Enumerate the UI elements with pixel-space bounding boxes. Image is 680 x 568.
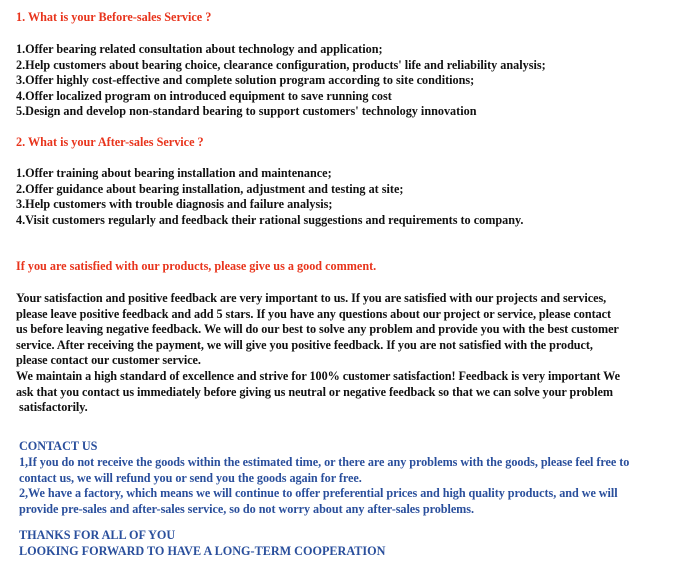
before-sales-list (16, 42, 666, 120)
list-item: 1.Offer bearing related consultation about technology and application; (16, 42, 383, 56)
contact-line: provide pre-sales and after-sales service, so do not worry about any after-sales problems. (19, 501, 474, 516)
after-sales-list (16, 166, 666, 228)
list-item: 2.Help customers about bearing choice, clearance configuration, products' life and reliability analysis; (16, 57, 546, 72)
contact-line: 2,We have a factory, which means we will continue to offer preferential prices and high quality products, and we will (19, 486, 618, 501)
thanks-text: THANKS FOR ALL OF YOU (19, 528, 176, 542)
feedback-line: please leave positive feedback and add 5 stars. If you have any questions about our project or service, please contact (16, 306, 612, 321)
feedback-heading: If you are satisfied with our products, please give us a good comment. (16, 259, 377, 273)
feedback-body (16, 291, 666, 416)
list-item: 4.Offer localized program on introduced equipment to save running cost (16, 88, 392, 103)
looking-forward-text: LOOKING FORWARD TO HAVE A LONG-TERM COOPERATION (19, 544, 386, 558)
list-item: 5.Design and develop non-standard bearing to support customers' technology innovation (16, 104, 477, 119)
list-item: 4.Visit customers regularly and feedback their rational suggestions and requirements to company. (16, 212, 524, 227)
feedback-line: ask that you contact us immediately before giving us neutral or negative feedback so that we can solve your problem (16, 384, 613, 399)
contact-line: contact us, we will refund you or send you the goods again for free. (19, 470, 362, 485)
feedback-line: Your satisfaction and positive feedback are very important to us. If you are satisfied with our projects and services, (16, 291, 607, 305)
feedback-line: us before leaving negative feedback. We will do our best to solve any problem and provide you with the best customer (16, 322, 619, 337)
feedback-line: please contact our customer service. (16, 353, 201, 368)
list-item: 1.Offer training about bearing installation and maintenance; (16, 166, 332, 180)
contact-body (19, 455, 669, 517)
before-sales-heading: 1. What is your Before-sales Service ? (16, 10, 212, 24)
after-sales-heading: 2. What is your After-sales Service ? (16, 135, 204, 149)
list-item: 2.Offer guidance about bearing installation, adjustment and testing at site; (16, 181, 404, 196)
list-item: 3.Offer highly cost-effective and complete solution program according to site conditions; (16, 73, 475, 88)
list-item: 3.Help customers with trouble diagnosis and failure analysis; (16, 197, 333, 212)
feedback-line: service. After receiving the payment, we will give you positive feedback. If you are not satisfied with the product, (16, 337, 593, 352)
contact-line: 1,If you do not receive the goods within the estimated time, or there are any problems with the goods, please feel free to (19, 455, 630, 469)
contact-heading: CONTACT US (19, 439, 98, 453)
feedback-line: We maintain a high standard of excellence and strive for 100% customer satisfaction! Feedback is very important We (16, 368, 620, 383)
feedback-line: satisfactorily. (16, 400, 88, 415)
